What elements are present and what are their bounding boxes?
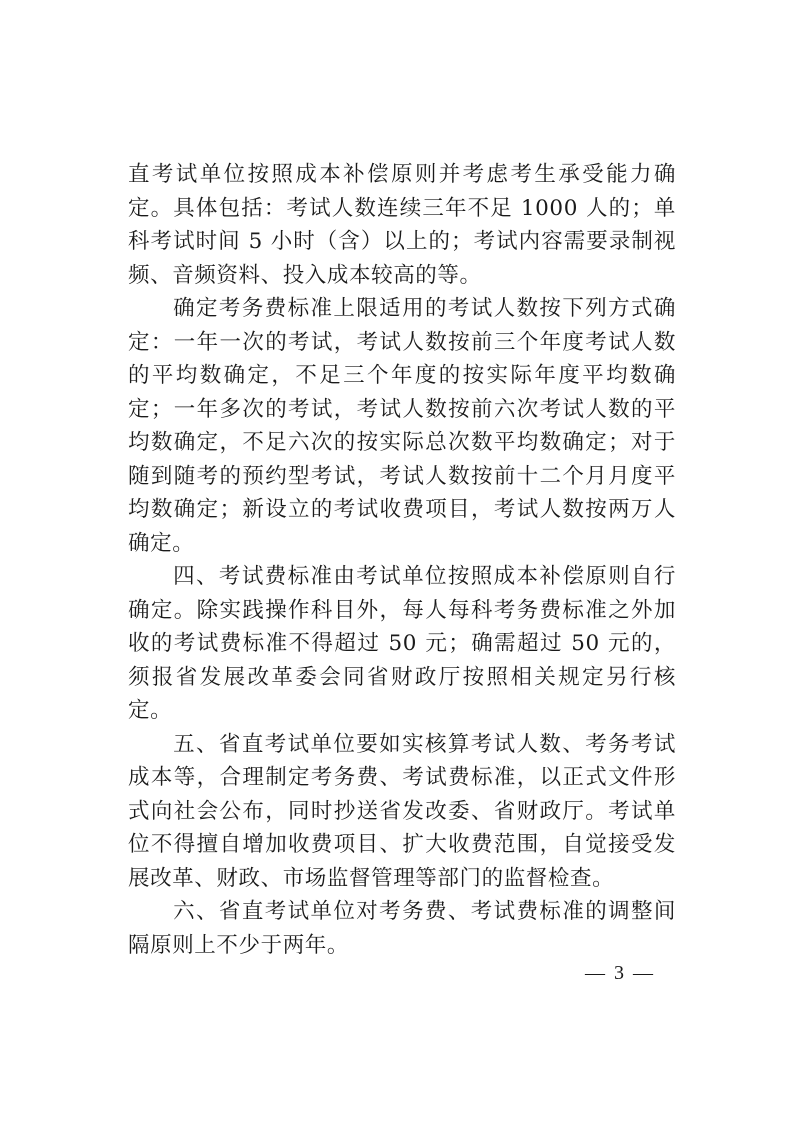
paragraph-continuation: 直考试单位按照成本补偿原则并考虑考生承受能力确定。具体包括：考试人数连续三年不足 1000 人的；单科考试时间 5 小时（含）以上的；考试内容需要录制视频、音频资料、投入成本较高的等。 bbox=[128, 162, 676, 288]
paragraph-section-six: 六、省直考试单位对考务费、考试费标准的调整间隔原则上不少于两年。 bbox=[128, 899, 676, 958]
paragraph-section-four: 四、考试费标准由考试单位按照成本补偿原则自行确定。除实践操作科目外，每人每科考务费标准之外加收的考试费标准不得超过 50 元；确需超过 50 元的，须报省发展改革委会同省财政厅按照相关规定另行核定。 bbox=[128, 564, 676, 723]
document-body bbox=[128, 158, 676, 962]
page-number: — 3 — bbox=[585, 962, 655, 984]
paragraph-section-five: 五、省直考试单位要如实核算考试人数、考务考试成本等，合理制定考务费、考试费标准，以正式文件形式向社会公布，同时抄送省发改委、省财政厅。考试单位不得擅自增加收费项目、扩大收费范围，自觉接受发展改革、财政、市场监督管理等部门的监督检查。 bbox=[128, 731, 676, 891]
paragraph-exam-count-rules: 确定考务费标准上限适用的考试人数按下列方式确定：一年一次的考试，考试人数按前三个年度考试人数的平均数确定，不足三个年度的按实际年度平均数确定；一年多次的考试，考试人数按前六次考试人数的平均数确定，不足六次的按实际总次数平均数确定；对于随到随考的预约型考试，考试人数按前十二个月月度平均数确定；新设立的考试收费项目，考试人数按两万人确定。 bbox=[128, 296, 676, 556]
